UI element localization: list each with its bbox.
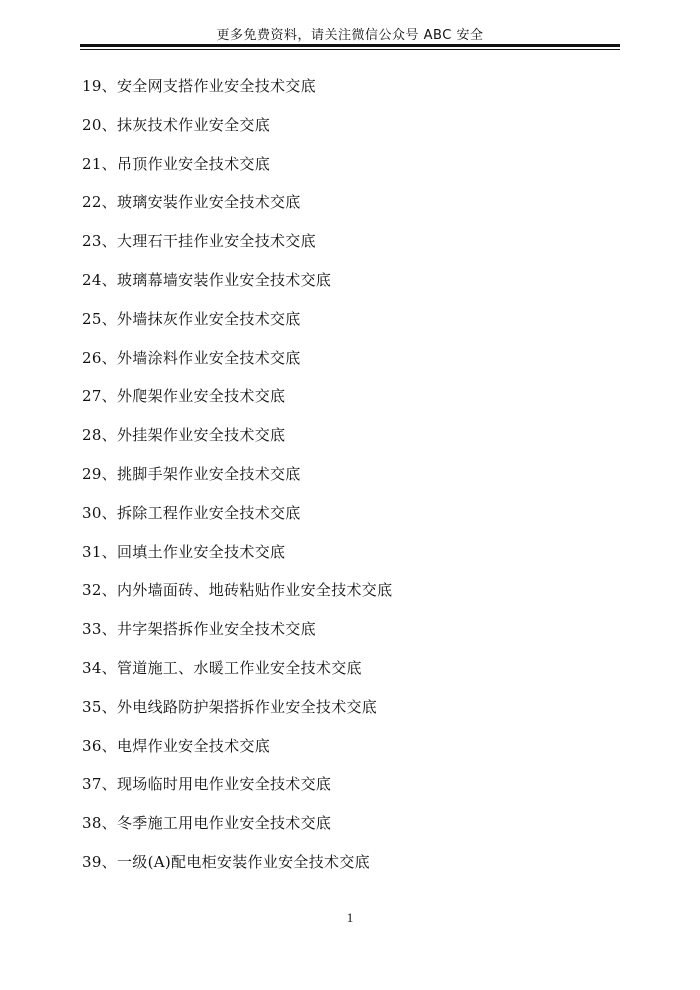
header-rule-thick xyxy=(80,44,620,47)
list-item: 37、现场临时用电作业安全技术交底 xyxy=(82,775,332,794)
list-item: 36、电焊作业安全技术交底 xyxy=(82,736,270,755)
list-item: 29、挑脚手架作业安全技术交底 xyxy=(82,464,301,483)
list-item: 22、玻璃安装作业安全技术交底 xyxy=(82,193,301,212)
list-item: 21、吊顶作业安全技术交底 xyxy=(82,154,270,173)
list-item: 30、拆除工程作业安全技术交底 xyxy=(82,503,301,522)
list-item: 26、外墙涂料作业安全技术交底 xyxy=(82,348,301,367)
list-item: 39、一级(A)配电柜安装作业安全技术交底 xyxy=(82,852,370,871)
list-item: 34、管道施工、水暖工作业安全技术交底 xyxy=(82,658,362,677)
list-item: 23、大理石干挂作业安全技术交底 xyxy=(82,232,316,251)
list-item: 20、抹灰技术作业安全交底 xyxy=(82,115,270,134)
list-item: 28、外挂架作业安全技术交底 xyxy=(82,426,286,445)
list-item: 31、回填土作业安全技术交底 xyxy=(82,542,286,561)
header-text: 更多免费资料，请关注微信公众号 ABC 安全 xyxy=(216,28,484,43)
list-item: 33、井字架搭拆作业安全技术交底 xyxy=(82,620,316,639)
list-item: 24、玻璃幕墙安装作业安全技术交底 xyxy=(82,270,332,289)
item-list xyxy=(82,74,392,889)
list-item: 27、外爬架作业安全技术交底 xyxy=(82,387,286,406)
page-number: 1 xyxy=(346,910,354,925)
list-item: 35、外电线路防护架搭拆作业安全技术交底 xyxy=(82,697,378,716)
header-rule-thin xyxy=(80,49,620,50)
list-item: 19、安全网支搭作业安全技术交底 xyxy=(82,77,316,95)
list-item: 25、外墙抹灰作业安全技术交底 xyxy=(82,309,301,328)
list-item: 38、冬季施工用电作业安全技术交底 xyxy=(82,814,332,833)
list-item: 32、内外墙面砖、地砖粘贴作业安全技术交底 xyxy=(82,581,393,600)
